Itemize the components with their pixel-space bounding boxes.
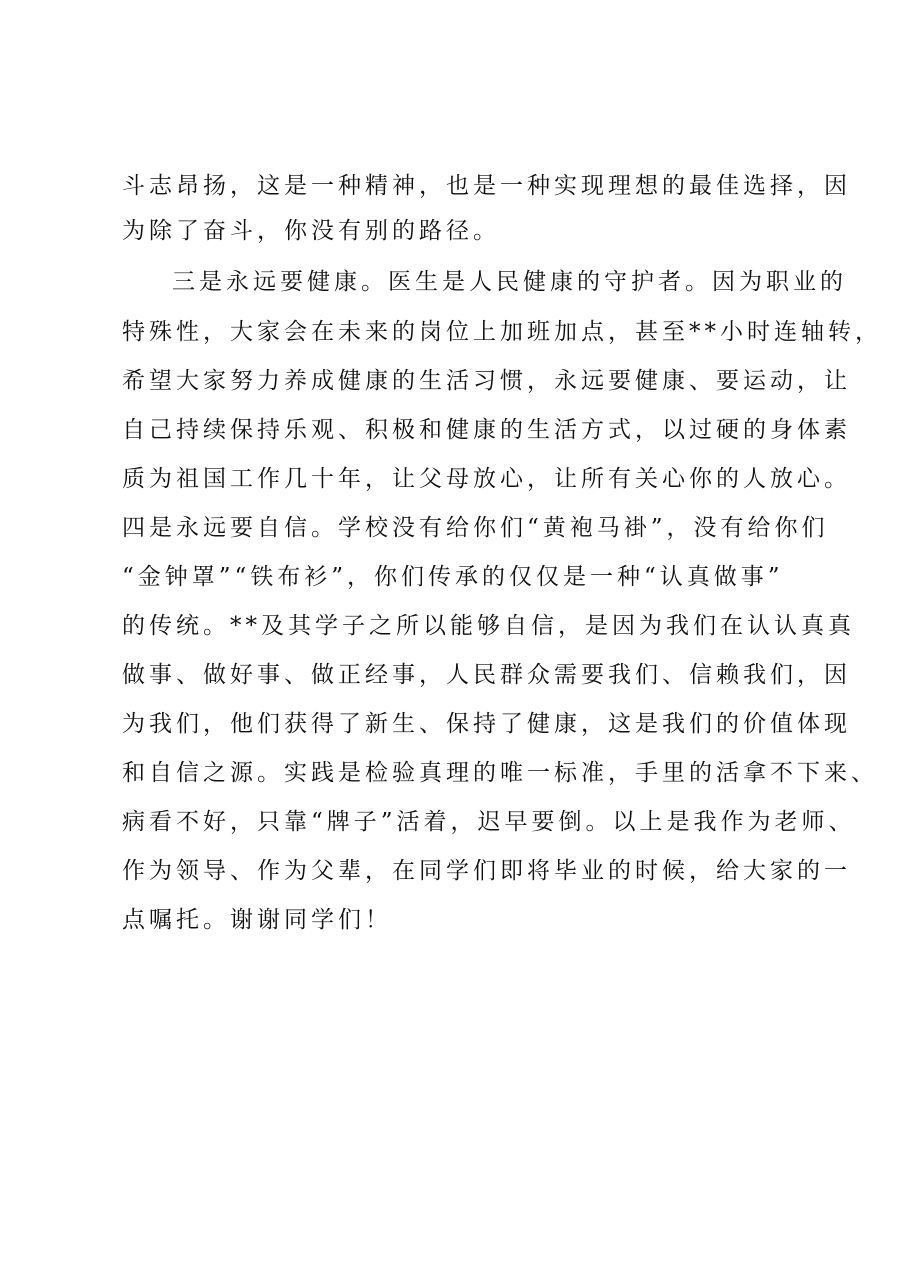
text-line-9: “金钟罩”“铁布衫”，你们传承的仅仅是一种“认真做事”: [122, 564, 784, 590]
text-line-14: 病看不好，只靠“牌子”活着，迟早要倒。以上是我作为老师、: [122, 809, 856, 835]
text-line-8: 四是永远要自信。学校没有给你们“黄袍马褂”，没有给你们: [122, 515, 829, 541]
text-line-11: 做事、做好事、做正经事，人民群众需要我们、信赖我们，因: [122, 662, 851, 688]
text-line-16: 点嘱托。谢谢同学们！: [122, 907, 392, 933]
text-line-12: 为我们，他们获得了新生、保持了健康，这是我们的价值体现: [122, 711, 851, 737]
text-line-3: 三是永远要健康。医生是人民健康的守护者。因为职业的: [172, 269, 847, 295]
text-line-1: 斗志昂扬，这是一种精神，也是一种实现理想的最佳选择，因: [122, 173, 851, 199]
text-line-4: 特殊性，大家会在未来的岗位上加班加点，甚至**小时连轴转，: [122, 319, 882, 345]
text-line-10: 的传统。**及其学子之所以能够自信，是因为我们在认认真真: [122, 613, 855, 639]
text-line-2: 为除了奋斗，你没有别的路径。: [122, 218, 500, 244]
text-line-5: 希望大家努力养成健康的生活习惯，永远要健康、要运动，让: [122, 368, 851, 394]
text-line-13: 和自信之源。实践是检验真理的唯一标准，手里的活拿不下来、: [122, 760, 878, 786]
text-line-6: 自己持续保持乐观、积极和健康的生活方式，以过硬的身体素: [122, 417, 851, 443]
text-line-15: 作为领导、作为父辈，在同学们即将毕业的时候，给大家的一: [122, 858, 851, 884]
text-line-7: 质为祖国工作几十年，让父母放心，让所有关心你的人放心。: [122, 466, 851, 492]
